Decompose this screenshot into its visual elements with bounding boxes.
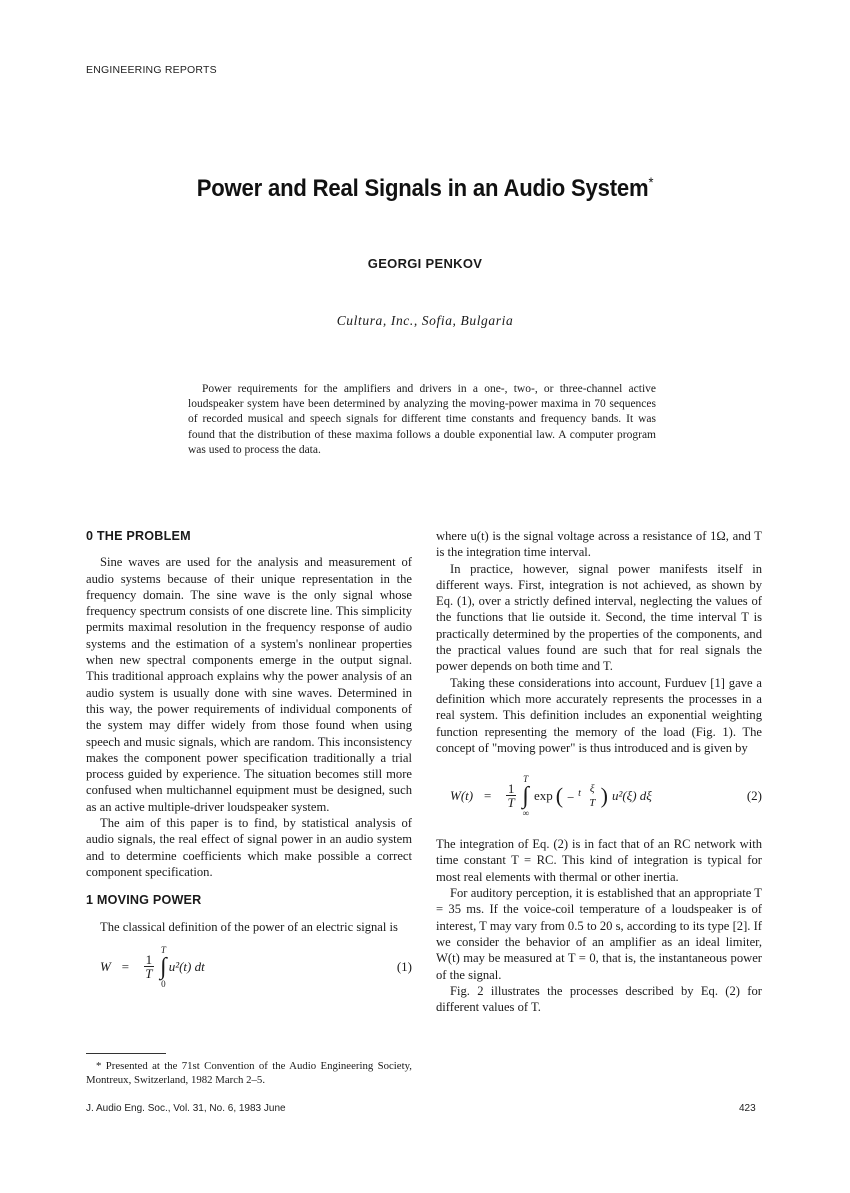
eq2-fraction: $\frac{1}{T}$ <box>507 781 515 811</box>
equation-2: W(t) = $\frac{1}{T}$ T ∫ ∞ exp ( − $^t$ ξ T ) u²(ξ) dξ (2) <box>450 774 762 819</box>
paragraph: The classical definition of the power of an electric signal is <box>100 919 398 934</box>
paragraph: Sine waves are used for the analysis and measurement of audio systems because of their unique representation in the frequency domain. The sine wave is the only signal whose frequency spectrum consists of one discrete line. This simplicity permits maximal resolution in the frequency response of audio systems and the estimation of a system's nonlinear properties when new spectral components emerge in the output signal. This traditional approach explains why the power analysis of an audio system is usually done with sine waves. Determined in this way, the power requirements of individual components of the system may differ widely from those found when using speech and music signals, which are random. This inconsistency makes the component power specification traditionally a trial process guided by experience. The situation becomes still more confused when multichannel equipment must be designed, such as an active multiple-driver loudspeaker system. <box>86 555 412 814</box>
integral-sign: T ∫ 0 <box>160 944 167 989</box>
eq2-exponent-fraction: ξ T <box>589 782 596 809</box>
paragraph: The aim of this paper is to find, by statistical analysis of audio signals, the real effect of signal power in an audio system and to determine coefficients which make possible a correct component specification. <box>86 816 412 879</box>
left-column <box>86 528 412 999</box>
paragraph: For auditory perception, it is established that an appropriate T = 35 ms. If the voice-coil temperature of a loudspeaker is of interest, T may vary from 0.5 to 20 s, according to its type [2]. If we consider the behavior of an amplifier as an ideal limiter, W(t) may be measured at T = 0, that is, the instantaneous power of the signal. <box>436 886 762 982</box>
eq2-lhs: W(t) <box>450 788 474 803</box>
title-footnote-marker: * <box>648 174 654 190</box>
paragraph: where u(t) is the signal voltage across a resistance of 1Ω, and T is the integration time interval. <box>436 529 762 560</box>
author-affiliation: Cultura, Inc., Sofia, Bulgaria <box>336 313 514 328</box>
running-head: ENGINEERING REPORTS <box>86 64 217 76</box>
abstract: Power requirements for the amplifiers and drivers in a one-, two-, or three-channel active loudspeaker system have been determined by analyzing the moving-power maxima in 70 sequences of recorded musical and speech signals for different time constants and frequency bands. It was found that the distribution of these maxima follows a double exponential law. A computer program was used to process the data. <box>188 383 656 456</box>
footnote: * Presented at the 71st Convention of the Audio Engineering Society, Montreux, Switzerland, 1982 March 2–5. <box>86 1060 412 1086</box>
eq1-fraction: $\frac{1}{T}$ <box>145 951 153 981</box>
integral-sign: T ∫ ∞ <box>522 774 529 819</box>
paper-title <box>34 174 816 203</box>
section-heading-moving-power: 1 MOVING POWER <box>86 893 202 908</box>
eq2-exp: exp <box>533 788 553 803</box>
paper-title-text: Power and Real Signals in an Audio System <box>196 175 649 202</box>
footnote-divider <box>86 1053 166 1054</box>
journal-citation: J. Audio Eng. Soc., Vol. 31, No. 6, 1983 June <box>86 1103 286 1114</box>
paragraph: The integration of Eq. (2) is in fact that of an RC network with time constant T = RC. This kind of integration is typical for most real elements with thermal or other inertia. <box>436 837 762 884</box>
section-heading-problem: 0 THE PROBLEM <box>86 529 191 543</box>
eq1-integrand: u²(t) dt <box>168 958 205 974</box>
equation-number: (2) <box>746 788 762 803</box>
equation-number: (1) <box>396 958 412 974</box>
paragraph: Fig. 2 illustrates the processes described by Eq. (2) for different values of T. <box>436 983 762 1015</box>
eq2-integrand: u²(ξ) dξ <box>611 788 652 803</box>
eq1-lhs: W <box>100 958 111 974</box>
equation-1: W = $\frac{1}{T}$ T ∫ 0 u²(t) dt (1) <box>100 944 412 989</box>
paragraph: Taking these considerations into account, Furduev [1] gave a definition which more accurately represents the processes in a real system. This definition includes an exponential weighting function representing the memory of the load (Fig. 1). The concept of "moving power" is thus introduced and is given by <box>436 675 762 755</box>
right-column <box>436 528 762 1015</box>
page-number: 423 <box>739 1103 756 1114</box>
paragraph: In practice, however, signal power manifests itself in different ways. First, integration is not achieved, as shown by Eq. (1), over a strictly defined interval, neglecting the values of the functions that lie outside it. Second, the time interval T is practically determined by the properties of the components, and the practical values found are such that for real signals the power depends on both time and T. <box>436 561 762 674</box>
author-name: GEORGI PENKOV <box>367 256 483 271</box>
